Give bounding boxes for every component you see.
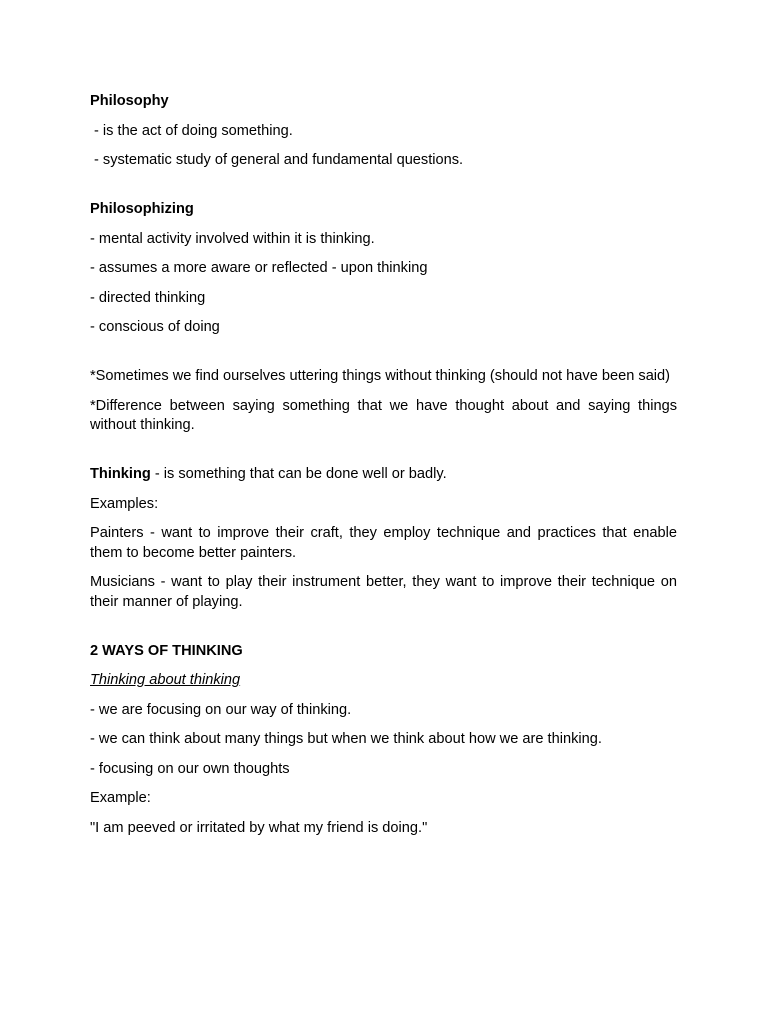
examples-label: Examples: [90, 495, 159, 512]
example-paragraph: Painters - want to improve their craft, they employ technique and practices that enable them to become better painters. [90, 525, 677, 561]
note-paragraph: *Difference between saying something that we have thought about and saying things without thinking. [90, 397, 677, 433]
ways-subheading-text: Thinking about thinking [90, 672, 241, 688]
philosophizing-heading: Philosophizing [90, 201, 194, 217]
philosophizing-line: - directed thinking [90, 289, 206, 306]
example-paragraph: Musicians - want to play their instrument better, they want to improve their technique on their manner of playing. [90, 574, 677, 610]
thinking-term: Thinking [90, 466, 151, 482]
philosophy-line: - systematic study of general and fundamental questions. [94, 152, 464, 168]
ways-line: - we can think about many things but when we think about how we are thinking. [90, 731, 602, 747]
spacer [90, 446, 677, 466]
spacer [90, 181, 677, 201]
spacer [90, 622, 677, 642]
philosophy-line: - is the act of doing something. [94, 122, 293, 139]
note-paragraph: *Sometimes we find ourselves uttering things without thinking (should not have been said) [90, 368, 671, 384]
document-page [90, 92, 677, 848]
ways-example-label: Example: [90, 790, 151, 806]
philosophizing-line: - mental activity involved within it is thinking. [90, 230, 375, 247]
thinking-definition [90, 465, 677, 485]
spacer [90, 348, 677, 368]
philosophizing-line: - assumes a more aware or reflected - upon thinking [90, 260, 428, 276]
philosophy-heading: Philosophy [90, 93, 169, 109]
ways-subheading [90, 671, 677, 691]
ways-heading: 2 WAYS OF THINKING [90, 642, 243, 659]
philosophizing-line: - conscious of doing [90, 319, 220, 335]
ways-line: - focusing on our own thoughts [90, 760, 290, 777]
thinking-definition-text: - is something that can be done well or badly. [150, 466, 447, 482]
ways-example-quote: "I am peeved or irritated by what my friend is doing." [90, 819, 428, 836]
ways-line: - we are focusing on our way of thinking. [90, 701, 352, 718]
